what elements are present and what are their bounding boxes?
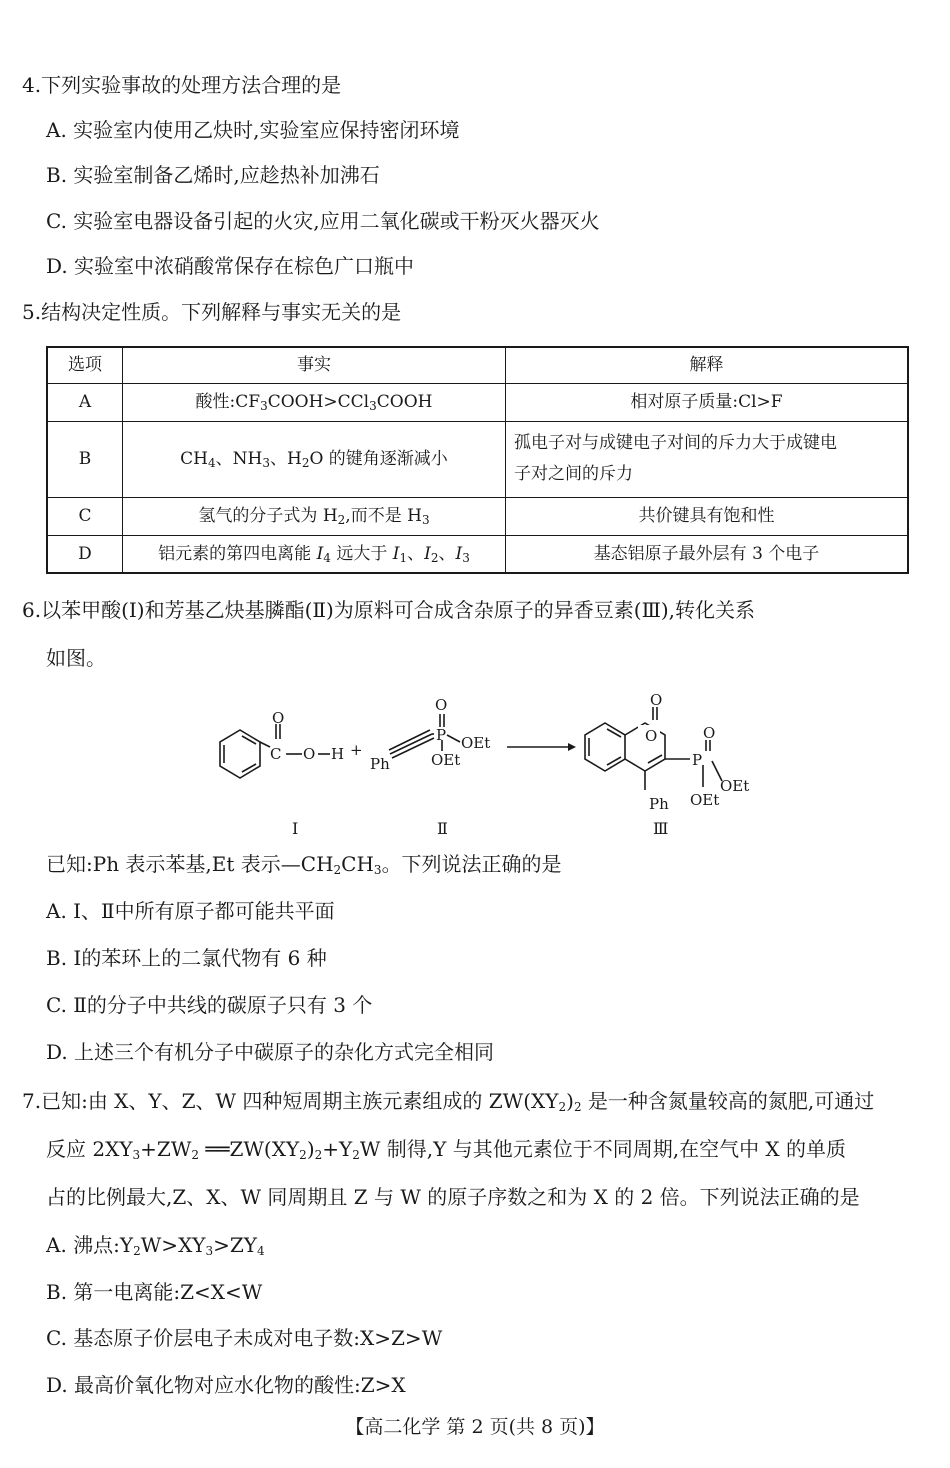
q4-option-d: D. 实验室中浓硝酸常保存在棕色广口瓶中 (46, 254, 415, 278)
q6-option-d: D. 上述三个有机分子中碳原子的杂化方式完全相同 (46, 1040, 495, 1064)
row-explanation: 孤电子对与成键电子对间的斥力大于成键电 子对之间的斥力 (506, 421, 909, 497)
compound-label-1: Ⅰ (292, 819, 299, 838)
ph-label-3: Ph (649, 795, 669, 813)
table-row (47, 497, 908, 535)
q4-option-b: B. 实验室制备乙烯时,应趁热补加沸石 (46, 163, 380, 187)
table-header-row (47, 347, 908, 383)
compound-label-2: Ⅱ (437, 819, 448, 838)
q6-known: 已知:Ph 表示苯基,Et 表示$—CH_2CH_3$。下列说法正确的是 (46, 852, 562, 877)
phosphorus-label-3: P (692, 751, 703, 769)
carbon-label: C (270, 745, 282, 763)
q5-table (46, 346, 909, 574)
plus-sign: + (350, 741, 363, 759)
q7-option-c: C. 基态原子价层电子未成对电子数:X>Z>W (46, 1326, 443, 1350)
reaction-scheme (0, 685, 950, 845)
hydroxyl-o-label: O (303, 745, 316, 763)
q7-option-a: A. 沸点$:Y_2W>XY_3>ZY_4$ (46, 1233, 265, 1258)
carbonyl-o-label: O (272, 709, 285, 727)
q7-option-b: B. 第一电离能:Z<X<W (46, 1280, 263, 1304)
row-option: C (47, 497, 123, 535)
phosphorus-label: P (436, 726, 447, 744)
ph-label-1: Ph (370, 755, 390, 773)
q6-option-a: A. Ⅰ、Ⅱ中所有原子都可能共平面 (46, 899, 335, 923)
benzene-ring-3 (585, 723, 625, 771)
table-row (47, 535, 908, 573)
row-option: B (47, 421, 123, 497)
oet-label-1: OEt (461, 734, 491, 752)
q7-option-d: D. 最高价氧化物对应水化物的酸性:Z>X (46, 1373, 406, 1397)
row-fact: $CH_4$、$NH_3$、$H_2O$ 的键角逐渐减小 (123, 421, 506, 497)
row-explanation: 相对原子质量:Cl>F (506, 383, 909, 421)
q6-option-b: B. Ⅰ的苯环上的二氯代物有 6 种 (46, 946, 327, 970)
q5-stem: 5.结构决定性质。下列解释与事实无关的是 (22, 300, 402, 324)
q6-stem-line2: 如图。 (46, 646, 106, 670)
oet-label-2: OEt (431, 751, 461, 769)
compound-label-3: Ⅲ (653, 819, 669, 838)
page-footer: 【高二化学 第 2 页(共 8 页)】 (345, 1416, 605, 1438)
q7-line2: 反应 $2XY_3+ZW_2$ $══ZW(XY_2)_2+Y_2W$ 制得,Y 与其他元素位于不同周期,在空气中 X 的单质 (46, 1137, 847, 1162)
table-row (47, 421, 908, 497)
header-option: 选项 (47, 347, 123, 383)
row-option: D (47, 535, 123, 573)
lactone-oxo-label: O (650, 691, 663, 709)
row-explanation: 基态铝原子最外层有 3 个电子 (506, 535, 909, 573)
p-oxo-label-3: O (703, 724, 716, 742)
p-oxo-label: O (435, 696, 448, 714)
oet-label-3: OEt (720, 777, 750, 795)
oet-label-4: OEt (690, 791, 720, 809)
header-fact: 事实 (123, 347, 506, 383)
q4-option-a: A. 实验室内使用乙炔时,实验室应保持密闭环境 (46, 118, 460, 142)
row-fact: 酸性$:CF_3COOH>CCl_3COOH$ (123, 383, 506, 421)
row-option: A (47, 383, 123, 421)
row-explanation: 共价键具有饱和性 (506, 497, 909, 535)
q4-stem: 4.下列实验事故的处理方法合理的是 (22, 73, 342, 97)
table-row (47, 383, 908, 421)
q6-stem-line1: 6.以苯甲酸(Ⅰ)和芳基乙炔基膦酯(Ⅱ)为原料可合成含杂原子的异香豆素(Ⅲ),转化关系 (22, 598, 756, 622)
row-fact: 氢气的分子式为 $H_2$,而不是 $H_3$ (123, 497, 506, 535)
ring-o-label: O (645, 727, 658, 745)
q4-option-c: C. 实验室电器设备引起的火灾,应用二氧化碳或干粉灭火器灭火 (46, 209, 600, 233)
q6-option-c: C. Ⅱ的分子中共线的碳原子只有 3 个 (46, 993, 373, 1017)
benzene-ring-1 (220, 730, 260, 778)
q7-line3: 占的比例最大,Z、X、W 同周期且 Z 与 W 的原子序数之和为 X 的 2 倍。下列说法正确的是 (46, 1185, 860, 1209)
q7-line1: 7.已知:由 X、Y、Z、W 四种短周期主族元素组成的 $ZW(XY_2)_2$ 是一种含氮量较高的氮肥,可通过 (22, 1089, 875, 1114)
hydrogen-label: H (331, 745, 345, 763)
header-explanation: 解释 (506, 347, 909, 383)
row-fact: 铝元素的第四电离能 $I_4$ 远大于 $I_1$、$I_2$、$I_3$ (123, 535, 506, 573)
